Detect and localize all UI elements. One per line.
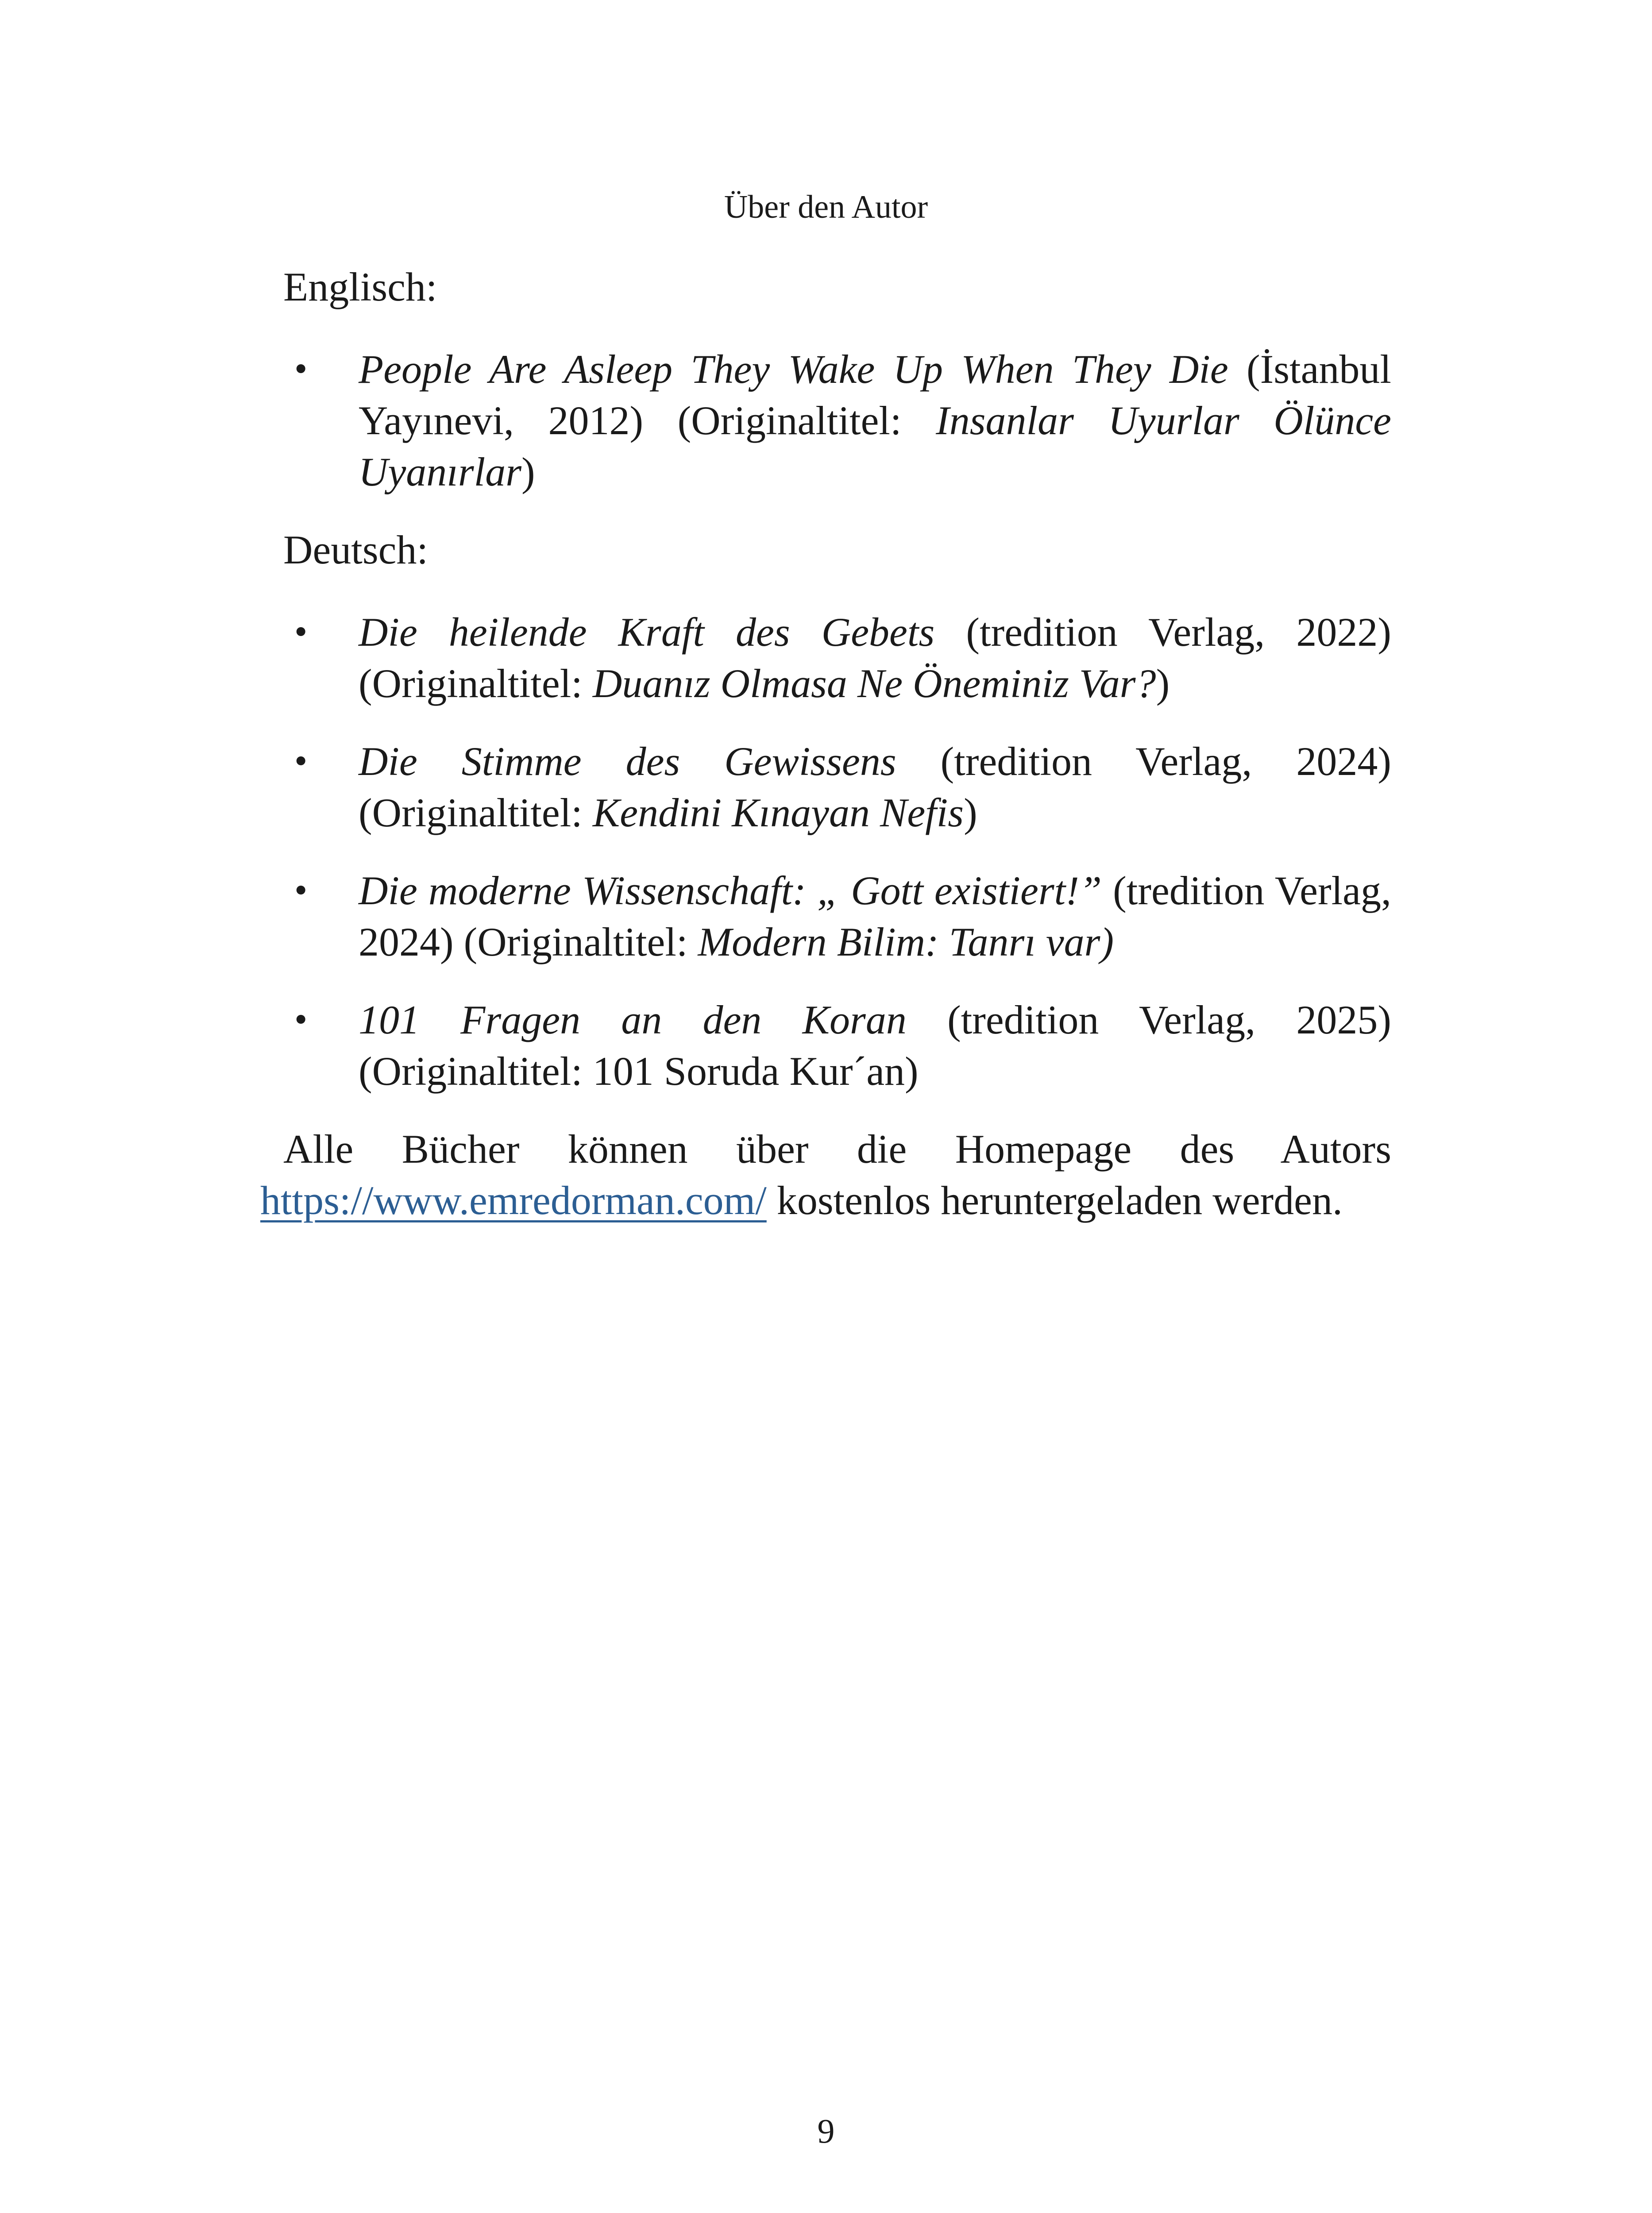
list-item: [260, 343, 1391, 497]
book-details: (tredition Verlag, 2025)(Originaltitel: 101 Soruda Kur´an): [359, 997, 1391, 1094]
book-details: (tredition Verlag, 2024) (Originaltitel:: [359, 739, 1391, 835]
original-title: Modern Bilim: Tanrı var): [698, 919, 1114, 964]
page-body: [260, 261, 1391, 1226]
closing-paren: ): [1156, 661, 1170, 706]
book-title: 101 Fragen an den Koran: [359, 997, 907, 1042]
original-title: Insanlar Uyurlar Ölünce Uyanırlar: [359, 398, 1391, 494]
section-heading-english: Englisch:: [283, 264, 437, 309]
homepage-link[interactable]: https://www.emredorman.com/: [260, 1178, 767, 1223]
bullet-icon: •: [294, 999, 308, 1040]
bullet-icon: •: [294, 870, 308, 911]
note-text-before: Alle Bücher können über die Homepage des Autors: [283, 1126, 1391, 1172]
list-item: [260, 865, 1391, 968]
book-details: (tredition Verlag, 2024) (Originaltitel:: [359, 868, 1392, 964]
section-heading-german: Deutsch:: [283, 527, 428, 572]
english-book-list: [260, 343, 1391, 497]
list-item: [260, 736, 1391, 838]
bullet-icon: •: [294, 348, 308, 389]
running-header: Über den Autor: [724, 189, 928, 225]
book-title: People Are Asleep They Wake Up When They Die: [359, 347, 1228, 392]
closing-paren: ): [521, 449, 535, 494]
original-title: Duanız Olmasa Ne Öneminiz Var?: [592, 661, 1156, 706]
book-title: Die moderne Wissenschaft: „ Gott existiert!”: [359, 868, 1102, 913]
german-book-list: [260, 606, 1391, 1097]
book-details: (tredition Verlag, 2022) (Originaltitel:: [359, 609, 1391, 706]
page-number: 9: [817, 2112, 835, 2150]
book-details: (İstanbul Yayınevi, 2012) (Originaltitel:: [359, 347, 1391, 443]
list-item: [260, 606, 1391, 709]
closing-paren: ): [964, 790, 977, 835]
list-item: [260, 994, 1391, 1097]
original-title: Kendini Kınayan Nefis: [592, 790, 964, 835]
bullet-icon: •: [294, 611, 308, 652]
download-note: [260, 1123, 1391, 1226]
book-title: Die heilende Kraft des Gebets: [359, 609, 935, 655]
note-text-after: kostenlos heruntergeladen werden.: [766, 1178, 1343, 1223]
book-title: Die Stimme des Gewissens: [359, 739, 896, 784]
bullet-icon: •: [294, 740, 308, 782]
